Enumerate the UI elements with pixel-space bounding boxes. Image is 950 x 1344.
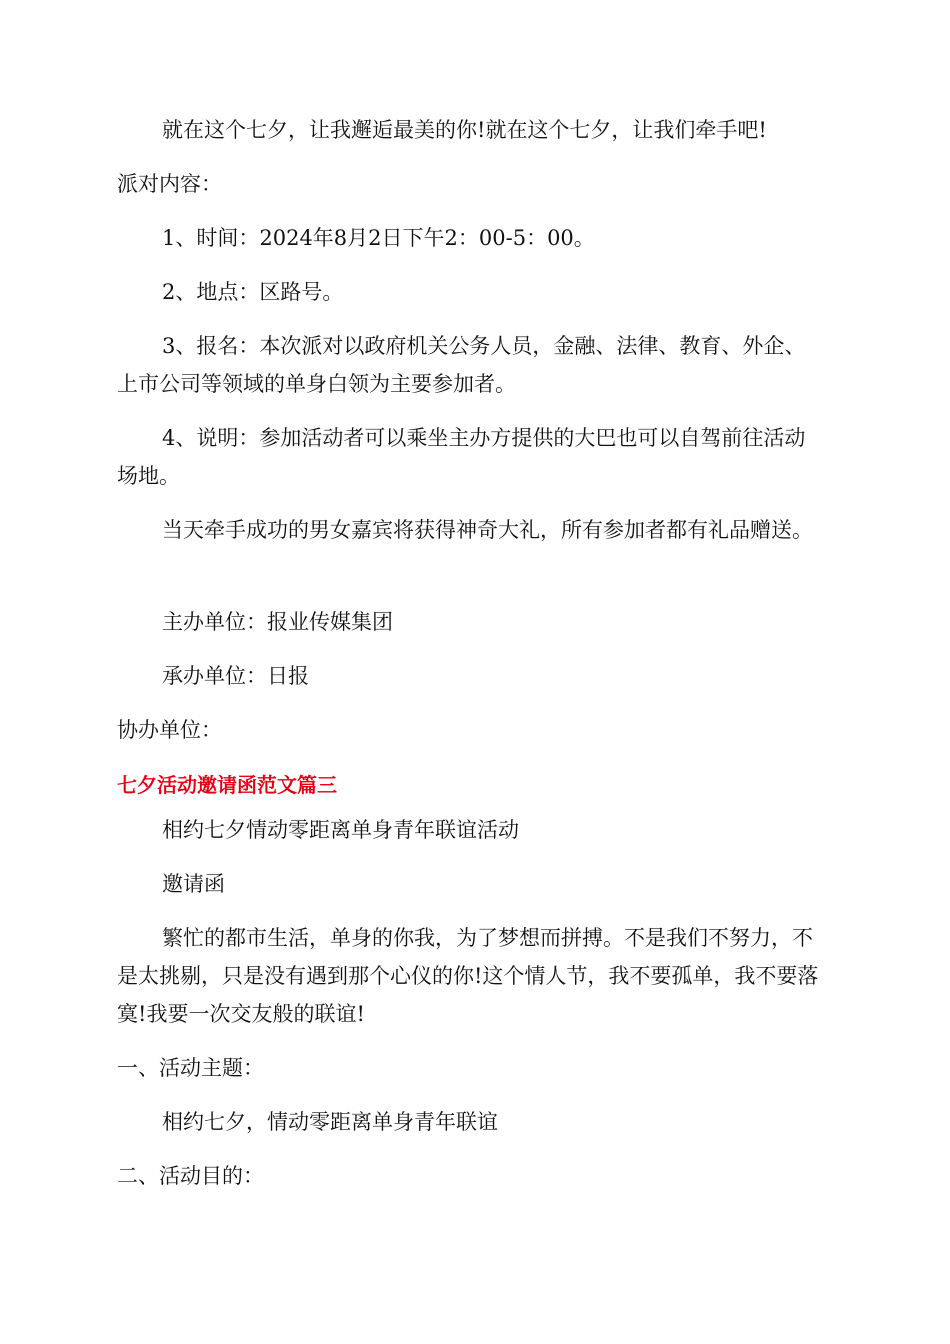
paragraph-intro: 就在这个七夕，让我邂逅最美的你!就在这个七夕，让我们牵手吧! [162,118,767,142]
section-heading: 七夕活动邀请函范文篇三 [117,773,337,797]
paragraph-body: 繁忙的都市生活，单身的你我，为了梦想而拼搏。不是我们不努力，不是太挑剔，只是没有遇到那个心仪的你!这个情人节，我不要孤单，我不要落寞!我要一次交友般的联谊! [117,926,819,1026]
paragraph-theme: 相约七夕，情动零距离单身青年联谊 [162,1110,498,1134]
paragraph-gifts: 当天牵手成功的男女嘉宾将获得神奇大礼，所有参加者都有礼品赠送。 [162,518,813,542]
paragraph-time: 1、时间：2024年8月2日下午2：00-5：00。 [162,226,595,250]
paragraph-co-organizer: 协办单位： [117,718,222,742]
paragraph-notes: 4、说明：参加活动者可以乘坐主办方提供的大巴也可以自驾前往活动场地。 [117,426,806,488]
paragraph-invitation-label: 邀请函 [162,872,225,896]
paragraph-purpose-label: 二、活动目的： [117,1164,264,1188]
paragraph-registration: 3、报名：本次派对以政府机关公务人员，金融、法律、教育、外企、上市公司等领域的单身白领为主要参加者。 [117,334,806,396]
paragraph-event-title: 相约七夕情动零距离单身青年联谊活动 [162,818,519,842]
paragraph-theme-label: 一、活动主题： [117,1056,264,1080]
paragraph-party-content-label: 派对内容： [117,172,222,196]
paragraph-undertaker: 承办单位：日报 [162,664,309,688]
paragraph-location: 2、地点：区路号。 [162,280,344,304]
paragraph-organizer: 主办单位：报业传媒集团 [162,610,393,634]
